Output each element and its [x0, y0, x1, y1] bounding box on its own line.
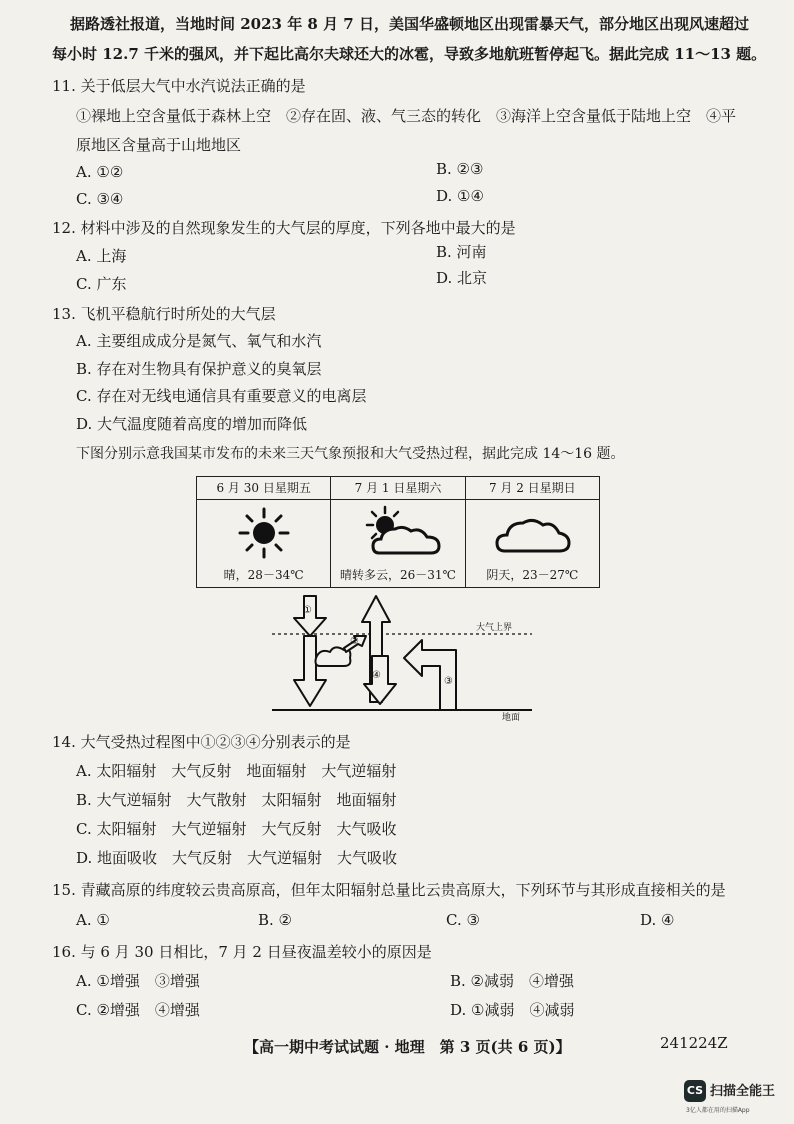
- forecast-weather: 阴天，23－27℃: [486, 568, 579, 582]
- sun-icon: [234, 505, 294, 561]
- page-footer-title: 【高一期中考试试题 · 地理 第 3 页(共 6 页)】: [244, 1038, 571, 1056]
- q11-stem: 11. 关于低层大气中水汽说法正确的是: [52, 77, 306, 95]
- forecast-day-2: [331, 477, 465, 587]
- q16-option-d: D. ①减弱 ④减弱: [450, 1001, 575, 1019]
- q13-option-d: D. 大气温度随着高度的增加而降低: [76, 415, 308, 433]
- label-n2: ②: [350, 636, 359, 647]
- arrow-solar-down: [294, 636, 326, 706]
- q12-option-c: C. 广东: [76, 275, 127, 293]
- q13-stem: 13. 飞机平稳航行时所处的大气层: [52, 305, 276, 323]
- q16-option-a: A. ①增强 ③增强: [76, 972, 200, 990]
- forecast-weather: 晴，28－34℃: [223, 568, 304, 582]
- sun-cloud-icon: [343, 505, 453, 561]
- forecast-date: 7 月 1 日星期六: [331, 477, 464, 500]
- q15-option-c: C. ③: [446, 911, 480, 929]
- q13-option-c: C. 存在对无线电通信具有重要意义的电离层: [76, 387, 367, 405]
- forecast-weather: 晴转多云，26－31℃: [340, 568, 456, 582]
- q11-option-b: B. ②③: [436, 160, 484, 178]
- q11-option-c: C. ③④: [76, 190, 124, 208]
- q11-statements-2: 原地区含量高于山地地区: [76, 136, 242, 154]
- q15-option-d: D. ④: [640, 911, 675, 929]
- q14-option-c: C. 太阳辐射 大气逆辐射 大气反射 大气吸收: [76, 820, 397, 838]
- ground-label: 地面: [502, 713, 521, 722]
- q13-option-a: A. 主要组成成分是氮气、氧气和水汽: [76, 332, 322, 350]
- q16-option-b: B. ②减弱 ④增强: [450, 972, 575, 990]
- forecast-icon-cell: [466, 500, 599, 565]
- scanner-logo-icon: CS: [684, 1080, 706, 1102]
- forecast-date: 7 月 2 日星期日: [466, 477, 599, 500]
- paper-code: 241224Z: [660, 1034, 728, 1052]
- intro-line-2: 每小时 12.7 千米的强风，并下起比高尔夫球还大的冰雹，导致多地航班暂停起飞。据此完成 11～13 题。: [52, 45, 767, 63]
- q16-stem: 16. 与 6 月 30 日相比，7 月 2 日昼夜温差较小的原因是: [52, 943, 432, 961]
- label-n4: ④: [372, 670, 381, 681]
- q13-option-b: B. 存在对生物具有保护意义的臭氧层: [76, 360, 322, 378]
- forecast-day-1: [197, 477, 331, 587]
- scanner-tagline: 3亿人都在用的扫描App: [686, 1107, 750, 1114]
- q14-stem: 14. 大气受热过程图中①②③④分别表示的是: [52, 733, 351, 751]
- forecast-date: 6 月 30 日星期五: [197, 477, 330, 500]
- q16-option-c: C. ②增强 ④增强: [76, 1001, 200, 1019]
- forecast-day-3: [466, 477, 599, 587]
- label-n1: ①: [303, 605, 312, 616]
- intro-2: 下图分别示意我国某市发布的未来三天气象预报和大气受热过程，据此完成 14～16 题。: [76, 446, 625, 462]
- q14-option-b: B. 大气逆辐射 大气散射 太阳辐射 地面辐射: [76, 791, 397, 809]
- q15-option-a: A. ①: [76, 911, 110, 929]
- arrow-1: [294, 596, 326, 636]
- q11-statements-1: ①裸地上空含量低于森林上空 ②存在固、液、气三态的转化 ③海洋上空含量低于陆地上空 ④平: [76, 107, 737, 125]
- q15-option-b: B. ②: [258, 911, 293, 929]
- q12-option-a: A. 上海: [76, 247, 127, 265]
- q11-option-d: D. ①④: [436, 187, 484, 205]
- q12-option-b: B. 河南: [436, 243, 487, 261]
- label-n3: ③: [444, 676, 453, 687]
- heating-diagram-svg: [272, 592, 532, 722]
- weather-forecast-table: [196, 476, 600, 588]
- cloud-icon: [487, 505, 577, 561]
- intro-line-1: 据路透社报道，当地时间 2023 年 8 月 7 日，美国华盛顿地区出现雷暴天气，部分地区出现风速超过: [70, 15, 749, 33]
- upper-boundary-label: 大气上界: [476, 623, 513, 633]
- forecast-icon-cell: [331, 500, 464, 565]
- scanner-app-name: 扫描全能王: [710, 1084, 776, 1099]
- q12-option-d: D. 北京: [436, 269, 488, 287]
- q12-stem: 12. 材料中涉及的自然现象发生的大气层的厚度，下列各地中最大的是: [52, 219, 516, 237]
- q14-option-d: D. 地面吸收 大气反射 大气逆辐射 大气吸收: [76, 849, 398, 867]
- forecast-icon-cell: [197, 500, 330, 565]
- q15-stem: 15. 青藏高原的纬度较云贵高原高，但年太阳辐射总量比云贵高原大，下列环节与其形成直接相关的是: [52, 881, 726, 899]
- atmosphere-heating-diagram: [272, 592, 532, 722]
- q14-option-a: A. 太阳辐射 大气反射 地面辐射 大气逆辐射: [76, 762, 397, 780]
- q11-option-a: A. ①②: [76, 163, 124, 181]
- arrow-5: [404, 640, 456, 710]
